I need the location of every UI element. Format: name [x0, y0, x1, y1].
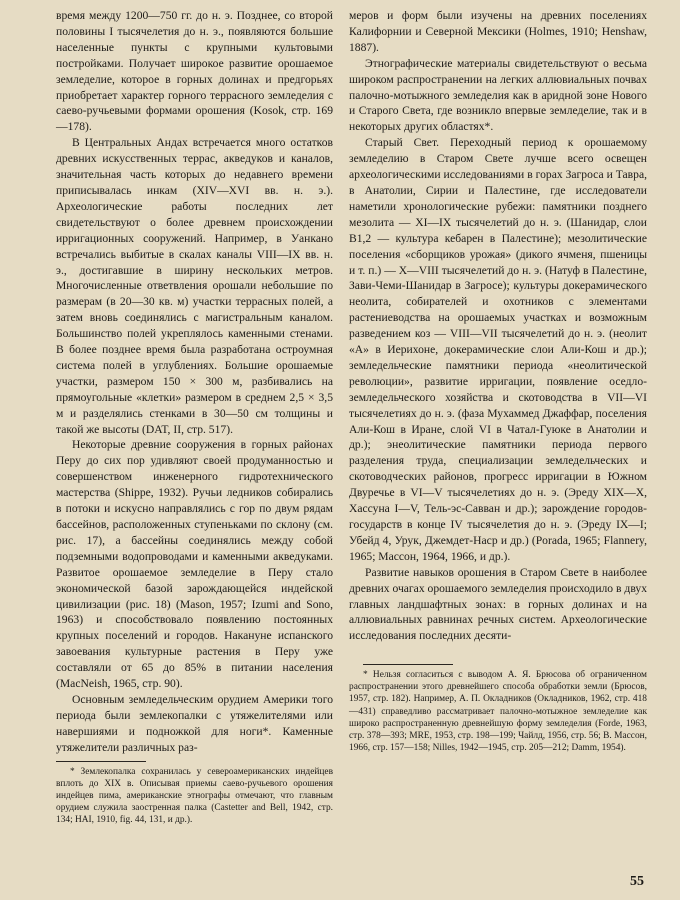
right-paragraph-4: Развитие навыков орошения в Старом Свете в наиболее древних очагах орошаемого земледелия происходило в двух главных ландшафтных зонах: в горных долинах и на аллювиальных равнинах речных систем. Археологические исследования последних десяти-: [349, 565, 647, 643]
left-paragraph-2: В Центральных Андах встречается много остатков древних искусственных террас, акведуков и каналов, значительная часть которых до недавнего времени приписывалась инкам (XIV—XVI вв. н. э.). Археологические работы последних лет свидетельствуют о более древнем происхождении ирригационных сооружений. Например, в Уанкано встречались выбитые в скалах каналы VIII—IX вв. н. э., достигавшие в ширину нескольких метров. Многочисленные ответвления орошали небольшие по размерам (в 20—30 кв. м) участки террасных полей, а затем вновь соединялись с магистральным каналом. Большинство полей укреплялось каменными стенами. В более позднее время была разработана остроумная система полей в углублениях. Большие орошаемые участки, размером 150 × 300 м, разбивались на прямоугольные «клетки» размером в среднем 2,5 × 3,5 м и разделялись стенками в 30—50 см толщины и такой же высоты (DAT, II, стр. 517).: [56, 136, 333, 436]
right-paragraph-3: Старый Свет. Переходный период к орошаемому земледелию в Старом Свете лучше всего освещен археологическими исследованиями в горах Загроса и Тавра, в Анатолии, Сирии и Палестине, где исследователи наметили хронологические рубежи: памятники позднего мезолита — XI—IX тысячелетий до н. э. (Шанидар, слои B1,2 — культура кебарен в Палестине); мезолитические поселения «сборщиков урожая» (дикого ячменя, пшеницы и т. п.) — X—VIII тысячелетий до н. э. (Натуф в Палестине, Зави-Чеми-Шанидар в Загросе); культуры докерамического неолита, собирателей и охотников с элементами растениеводства на орошаемых участках и возможным разведением коз — VIII—VII тысячелетий до н. э. (неолит «А» в Иерихоне, докерамические слои Али-Кош и др.); земледельческие памятники периода «неолитической революции», развитие ирригации, появление оседло-земледельческого хозяйства и скотоводства в VII—VI тысячелетиях до н. э. (фаза Мухаммед Джаффар, поселения Али-Кош в Иране, слой VI в Чатал-Гуюке в Анатолии и др.); энеолитические памятники периода первого разделения труда, специализации земледельческих и скотоводческих районов, прогресс ирригации в Южном Двуречье в VI—V тысячелетиях до н. э. (Эреду XIX—X, Хассуна I—V, Тель-эс-Савван и др.); зарождение городов-государств в конце IV тысячелетия до н. э. (Эреду IX—I; Убейд 4, Урук, Джемдет-Наср и др.) (Porada, 1965; Flannery, 1965; Массон, 1964, 1966, и др.).: [349, 136, 647, 563]
right-footnote: * Нельзя согласиться с выводом А. Я. Брюсова об ограниченном распространении этого древнейшего способа обработки земли (Брюсов, 1957, стр. 182). Например, А. П. Окладников (Окладников, 1962, стр. 418—431) справедливо рассматривает палочно-мотыжное земледелие как широко распространенную древнейшую форму земледелия (Forde, 1963, стр. 378—393; MRE, 1953, стр. 198—199; Чайлд, 1956, стр. 56; В. Массон, 1966, стр. 157—158; Nilles, 1942—1945, стр. 205—212; Damm, 1954).: [349, 670, 647, 753]
left-paragraph-3: Некоторые древние сооружения в горных районах Перу до сих пор удивляют своей продуманностью и совершенством инженерного гидротехнического мастерства (Shippe, 1932). Ручьи ледников собирались в потоки и искусно направлялись с гор по двум рядам бассейнов, расположенных ступеньками по склону (см. рис. 17), а бассейны соединялись между собой подземными водопроводами и каменными акведуками. Развитое орошаемое земледелие в Перу стало экономической базой зарождающейся индейской цивилизации (рис. 18) (Mason, 1957; Izumi and Sono, 1963) и способствовало появлению постоянных крупных поселений и городов. Накануне испанского завоевания культурные растения в Перу уже составляли от 65 до 85% в питании населения (MacNeish, 1965, стр. 90).: [56, 438, 333, 691]
page-number: 55: [630, 874, 644, 889]
footnote-divider: [56, 761, 146, 762]
left-column: [56, 8, 333, 826]
left-footnote: * Землекопалка сохранилась у североамериканских индейцев вплоть до XIX в. Описывая приемы саево-ручьевого орошения индейцев пима, американские этнографы отмечают, что главным орудием служила заостренная палка (Castetter and Bell, 1942, стр. 134; HAI, 1910, fig. 44, 131, и др.).: [56, 766, 333, 825]
right-paragraph-2: Этнографические материалы свидетельствуют о весьма широком распространении на легких аллювиальных почвах палочно-мотыжного земледелия как в аридной зоне Нового и Старого Света, где возникло впервые земледелие, так и в некоторых других областях*.: [349, 56, 647, 134]
footnote-divider: [363, 664, 453, 665]
left-paragraph-4: Основным земледельческим орудием Америки того периода были землекопалки с утяжелителями или навершиями и подножкой для ноги*. Каменные утяжелители различных раз-: [56, 692, 333, 754]
right-paragraph-1: меров и форм были изучены на древних поселениях Калифорнии и Северной Мексики (Holmes, 1910; Henshaw, 1887).: [349, 9, 647, 54]
right-column: [349, 8, 647, 754]
left-paragraph-1: время между 1200—750 гг. до н. э. Позднее, со второй половины I тысячелетия до н. э., появляются большие населенные пункты с крупными культовыми постройками. Получает широкое развитие орошаемое земледелие, которое в горных долинах и предгорьях приобретает характер горного террасного земледелия с саево-ручьевыми формами орошения (Kosok, стр. 169—178).: [56, 9, 333, 134]
